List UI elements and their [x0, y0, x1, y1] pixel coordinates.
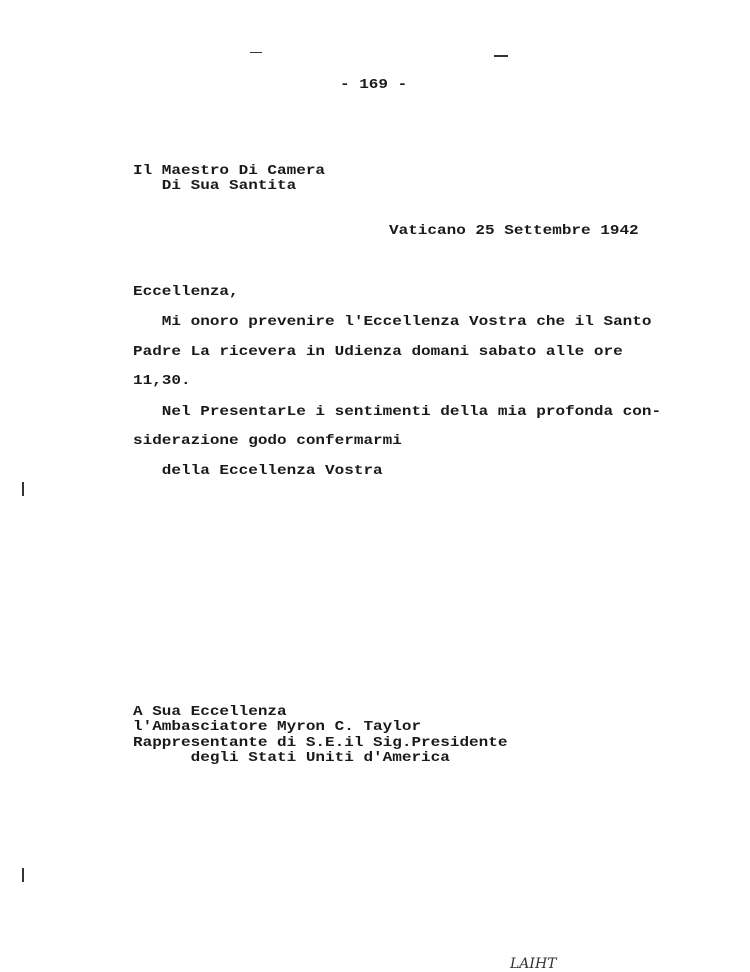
- sender-line: Di Sua Santita: [133, 178, 297, 194]
- scan-mark: [22, 482, 24, 496]
- scan-mark: [494, 55, 508, 57]
- body-line: Padre La ricevera in Udienza domani sabato alle ore: [133, 344, 623, 360]
- body-line: Mi onoro prevenire l'Eccellenza Vostra che il Santo: [133, 314, 652, 330]
- body-line: della Eccellenza Vostra: [133, 463, 383, 479]
- handwritten-mark: LAIHT: [510, 956, 557, 972]
- scan-mark: [22, 868, 24, 882]
- body-line: 11,30.: [133, 373, 191, 389]
- salutation: Eccellenza,: [133, 284, 239, 300]
- page-number: - 169 -: [340, 77, 408, 93]
- addressee-line: A Sua Eccellenza: [133, 704, 287, 720]
- date-line: Vaticano 25 Settembre 1942: [389, 223, 639, 239]
- sender-line: Il Maestro Di Camera: [133, 163, 326, 179]
- addressee-line: l'Ambasciatore Myron C. Taylor: [133, 719, 422, 735]
- body-line: siderazione godo confermarmi: [133, 433, 402, 449]
- addressee-line: degli Stati Uniti d'America: [133, 750, 450, 766]
- addressee-line: Rappresentante di S.E.il Sig.Presidente: [133, 735, 508, 751]
- body-line: Nel PresentarLe i sentimenti della mia profonda con-: [133, 404, 662, 420]
- scan-mark: [250, 52, 262, 53]
